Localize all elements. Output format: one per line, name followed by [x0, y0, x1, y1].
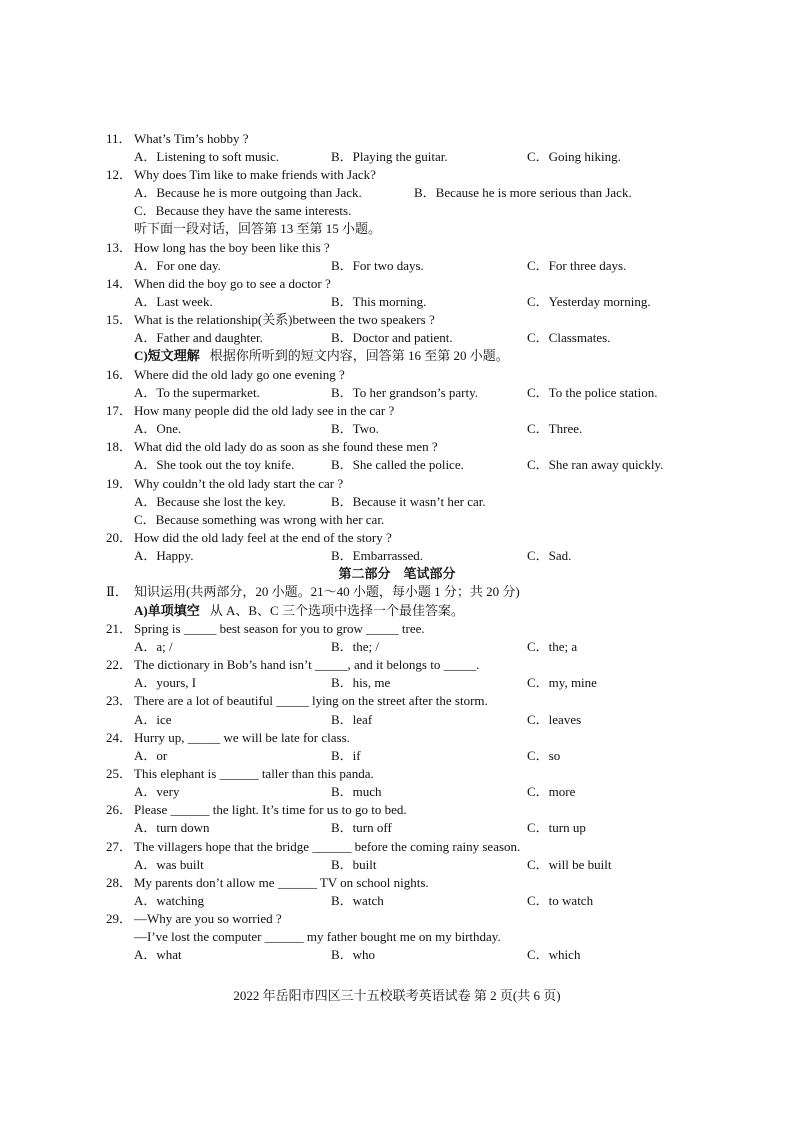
question-number: 16．	[106, 367, 133, 382]
question-stem: How long has the boy been like this ?	[134, 240, 330, 255]
question-stem: The villagers hope that the bridge ______ before the coming rainy season.	[134, 839, 521, 854]
question-number: 27．	[106, 839, 133, 854]
part-2-title-row	[0, 565, 794, 583]
option-a: A．Because she lost the key.	[134, 494, 286, 509]
option-b: B．For two days.	[331, 258, 424, 273]
question-24-options	[0, 747, 794, 765]
option-a: A．Listening to soft music.	[134, 149, 280, 164]
question-number: 17．	[106, 403, 133, 418]
option-b: B．the; /	[331, 639, 380, 654]
question-stem: Please ______ the light. It’s time for us to go to bed.	[134, 802, 407, 817]
question-26-options	[0, 819, 794, 837]
option-a: A．She took out the toy knife.	[134, 457, 295, 472]
question-29-line-2	[0, 928, 794, 946]
question-15-options	[0, 329, 794, 347]
question-16-options	[0, 384, 794, 402]
question-19-option-c	[0, 511, 794, 529]
option-b: B．who	[331, 947, 376, 962]
option-a: A．For one day.	[134, 258, 221, 273]
option-b: B．She called the police.	[331, 457, 464, 472]
question-17	[0, 402, 794, 420]
question-stem: What’s Tim’s hobby ?	[134, 131, 249, 146]
option-a: A．yours, I	[134, 675, 197, 690]
question-13-options	[0, 257, 794, 275]
question-stem: This elephant is ______ taller than this panda.	[134, 766, 374, 781]
question-stem: What is the relationship(关系)between the two speakers ?	[134, 312, 435, 327]
question-11	[0, 130, 794, 148]
question-25-options	[0, 783, 794, 801]
question-26	[0, 801, 794, 819]
option-a: A．very	[134, 784, 180, 799]
question-15	[0, 311, 794, 329]
question-number: 13．	[106, 240, 133, 255]
question-13	[0, 239, 794, 257]
question-stem: —Why are you so worried ?	[134, 911, 282, 926]
question-stem: Why couldn’t the old lady start the car ?	[134, 476, 344, 491]
question-19-options	[0, 493, 794, 511]
question-number: 19．	[106, 476, 133, 491]
option-b: B．Because he is more serious than Jack.	[414, 185, 632, 200]
question-12-options	[0, 184, 794, 202]
question-21	[0, 620, 794, 638]
section-2-title: 知识运用(共两部分，20 小题。21～40 小题，每小题 1 分；共 20 分)	[134, 584, 520, 599]
page-footer: 2022 年岳阳市四区三十五校联考英语试卷 第 2 页(共 6 页)	[233, 988, 561, 1003]
question-18-options	[0, 456, 794, 474]
option-b: B．This morning.	[331, 294, 427, 309]
question-number: 25．	[106, 766, 133, 781]
question-number: 11．	[106, 131, 132, 146]
option-c: C．my, mine	[527, 675, 597, 690]
question-number: 12．	[106, 167, 133, 182]
option-a: A．One.	[134, 421, 182, 436]
question-stem: The dictionary in Bob’s hand isn’t _____, and it belongs to _____.	[134, 657, 480, 672]
option-b: B．his, me	[331, 675, 391, 690]
instruction-13-15	[0, 220, 794, 238]
question-number: 26．	[106, 802, 133, 817]
question-19	[0, 475, 794, 493]
option-c: C．Going hiking.	[527, 149, 621, 164]
section-2-heading	[0, 583, 794, 601]
question-stem: What did the old lady do as soon as she found these men ?	[134, 439, 438, 454]
option-a: A．a; /	[134, 639, 173, 654]
question-stem: How many people did the old lady see in the car ?	[134, 403, 395, 418]
question-29	[0, 910, 794, 928]
question-27	[0, 838, 794, 856]
question-number: 14．	[106, 276, 133, 291]
question-12	[0, 166, 794, 184]
question-stem: There are a lot of beautiful _____ lying on the street after the storm.	[134, 693, 488, 708]
option-a: A．turn down	[134, 820, 210, 835]
question-12-option-c	[0, 202, 794, 220]
question-stem: My parents don’t allow me ______ TV on school nights.	[134, 875, 429, 890]
question-28-options	[0, 892, 794, 910]
question-17-options	[0, 420, 794, 438]
question-27-options	[0, 856, 794, 874]
question-29-options	[0, 946, 794, 964]
section-a-heading	[0, 602, 794, 620]
section-a-label: A)单项填空	[134, 603, 200, 618]
option-b: B．much	[331, 784, 382, 799]
option-a: A．watching	[134, 893, 205, 908]
question-11-options	[0, 148, 794, 166]
question-20-options	[0, 547, 794, 565]
option-b: B．Two.	[331, 421, 379, 436]
question-stem: How did the old lady feel at the end of the story ?	[134, 530, 392, 545]
question-18	[0, 438, 794, 456]
option-c: C．Three.	[527, 421, 583, 436]
question-number: 23．	[106, 693, 133, 708]
option-c: C．Classmates.	[527, 330, 611, 345]
question-22	[0, 656, 794, 674]
section-c-text: 根据你所听到的短文内容，回答第 16 至第 20 小题。	[209, 348, 509, 363]
question-stem-2: —I’ve lost the computer ______ my father bought me on my birthday.	[134, 929, 501, 944]
option-c: C．will be built	[527, 857, 612, 872]
question-number: 28．	[106, 875, 133, 890]
question-21-options	[0, 638, 794, 656]
question-stem: Where did the old lady go one evening ?	[134, 367, 345, 382]
option-b: B．leaf	[331, 712, 373, 727]
question-number: 18．	[106, 439, 133, 454]
question-number: 21．	[106, 621, 133, 636]
option-b: B．To her grandson’s party.	[331, 385, 478, 400]
option-a: A．Last week.	[134, 294, 213, 309]
option-c: C．more	[527, 784, 576, 799]
option-b: B．Playing the guitar.	[331, 149, 448, 164]
question-stem: When did the boy go to see a doctor ?	[134, 276, 331, 291]
question-14	[0, 275, 794, 293]
option-b: B．if	[331, 748, 361, 763]
option-c: C．Because they have the same interests.	[134, 203, 352, 218]
question-number: 29．	[106, 911, 133, 926]
option-a: A．what	[134, 947, 182, 962]
option-c: C．turn up	[527, 820, 586, 835]
question-28	[0, 874, 794, 892]
option-c: C．Sad.	[527, 548, 572, 563]
option-b: B．turn off	[331, 820, 392, 835]
option-c: C．leaves	[527, 712, 582, 727]
option-a: A．Happy.	[134, 548, 194, 563]
option-b: B．Doctor and patient.	[331, 330, 453, 345]
question-stem: Hurry up, _____ we will be late for class.	[134, 730, 350, 745]
option-c: C．She ran away quickly.	[527, 457, 664, 472]
instruction-text: 听下面一段对话，回答第 13 至第 15 小题。	[134, 221, 382, 236]
option-a: A．was built	[134, 857, 204, 872]
section-2-label: Ⅱ．	[106, 584, 128, 599]
question-14-options	[0, 293, 794, 311]
question-25	[0, 765, 794, 783]
option-b: B．Embarrassed.	[331, 548, 424, 563]
question-stem: Why does Tim like to make friends with Jack?	[134, 167, 376, 182]
option-b: B．watch	[331, 893, 384, 908]
question-22-options	[0, 674, 794, 692]
option-a: A．or	[134, 748, 168, 763]
option-c: C．To the police station.	[527, 385, 658, 400]
question-number: 20．	[106, 530, 133, 545]
option-c: C．Because something was wrong with her car.	[134, 512, 385, 527]
question-16	[0, 366, 794, 384]
option-a: A．Father and daughter.	[134, 330, 263, 345]
option-c: C．so	[527, 748, 561, 763]
option-b: B．Because it wasn’t her car.	[331, 494, 486, 509]
option-c: C．Yesterday morning.	[527, 294, 651, 309]
section-c-heading	[0, 347, 794, 365]
option-b: B．built	[331, 857, 377, 872]
option-a: A．Because he is more outgoing than Jack.	[134, 185, 362, 200]
option-a: A．ice	[134, 712, 172, 727]
question-20	[0, 529, 794, 547]
question-23	[0, 692, 794, 710]
question-number: 15．	[106, 312, 133, 327]
option-c: C．the; a	[527, 639, 578, 654]
option-a: A．To the supermarket.	[134, 385, 260, 400]
question-number: 24．	[106, 730, 133, 745]
part-2-title: 第二部分 笔试部分	[338, 566, 456, 581]
question-24	[0, 729, 794, 747]
section-c-label: C)短文理解	[134, 348, 200, 363]
section-a-text: 从 A、B、C 三个选项中选择一个最佳答案。	[209, 603, 464, 618]
question-23-options	[0, 711, 794, 729]
option-c: C．which	[527, 947, 581, 962]
question-number: 22．	[106, 657, 133, 672]
option-c: C．For three days.	[527, 258, 627, 273]
option-c: C．to watch	[527, 893, 594, 908]
question-stem: Spring is _____ best season for you to grow _____ tree.	[134, 621, 425, 636]
